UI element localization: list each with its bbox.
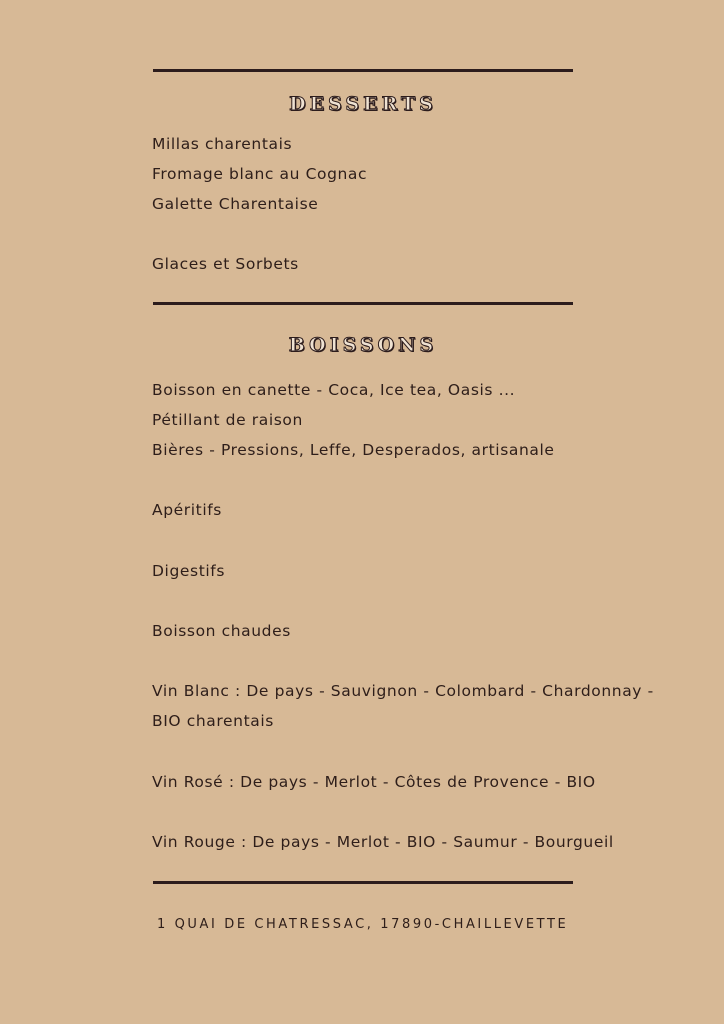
dessert-item: Galette Charentaise [152,195,319,213]
dessert-item: Fromage blanc au Cognac [152,165,368,183]
divider-bottom [153,881,573,884]
divider-middle [153,302,573,305]
divider-top [153,69,573,72]
desserts-heading: DESSERTS [289,93,437,115]
footer-address: 1 QUAI DE CHATRESSAC, 17890-CHAILLEVETTE [157,917,569,932]
boisson-item: Boisson chaudes [152,622,291,640]
boisson-item: Boisson en canette - Coca, Ice tea, Oasis ... [152,381,516,399]
dessert-item: Millas charentais [152,135,293,153]
dessert-item: Glaces et Sorbets [152,255,299,273]
boisson-item: Vin Blanc : De pays - Sauvignon - Colombard - Chardonnay - [152,682,654,700]
boisson-item: Digestifs [152,562,226,580]
boisson-item: Apéritifs [152,501,222,519]
boisson-item: Bières - Pressions, Leffe, Desperados, artisanale [152,441,555,459]
boisson-item: Vin Rouge : De pays - Merlot - BIO - Saumur - Bourgueil [152,833,614,851]
boissons-heading: BOISSONS [288,334,438,356]
boisson-item: BIO charentais [152,712,274,730]
boisson-item: Vin Rosé : De pays - Merlot - Côtes de Provence - BIO [152,773,596,791]
boisson-item: Pétillant de raison [152,411,303,429]
